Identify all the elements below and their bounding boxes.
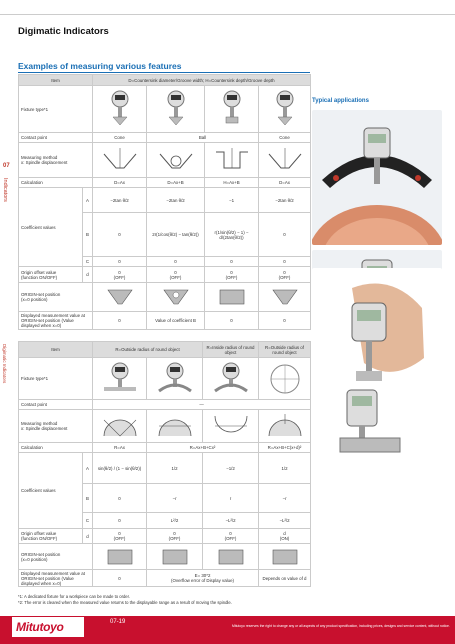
- origin-set-diagram: [259, 544, 311, 570]
- origin-offset-value: 0 (OFF): [147, 267, 205, 283]
- origin-offset-value: 0 (OFF): [147, 529, 203, 544]
- contact-point-row: [19, 400, 311, 410]
- page-number: 07-19: [110, 619, 126, 625]
- contact-point-value: Cone: [93, 133, 147, 143]
- method-diagram: [205, 143, 259, 178]
- calculation-value: R=Ax+B+Cx²: [147, 443, 259, 453]
- fixture-type-label: Fixture type*1: [19, 358, 93, 400]
- origin-offset-value: d (ON): [259, 529, 311, 544]
- fixture-row: [19, 358, 311, 400]
- method-diagram: [93, 410, 147, 443]
- header-col: R=Outside radius of round object: [259, 342, 311, 358]
- calculation-label: Calculation: [19, 443, 93, 453]
- calculation-value: H=Ax+B: [205, 178, 259, 188]
- displayed-measurement-value: 0: [93, 312, 147, 330]
- fixture-figure: [147, 358, 203, 400]
- displayed-measurement-row: [19, 312, 311, 330]
- coefficient-letter: A: [83, 453, 93, 484]
- table-header-row: [19, 75, 311, 86]
- displayed-measurement-value: 0: [93, 570, 147, 587]
- displayed-measurement-row: [19, 570, 311, 587]
- method-diagram: [259, 143, 311, 178]
- method-diagram: [147, 410, 203, 443]
- coefficient-c-value: 0: [205, 257, 259, 267]
- coefficient-a-value: 1/2: [259, 453, 311, 484]
- section-title: Examples of measuring various features: [18, 61, 182, 71]
- contact-point-label: Contact point: [19, 400, 93, 410]
- origin-offset-row: [19, 529, 311, 544]
- contact-point-value: —: [93, 400, 311, 410]
- origin-offset-label: Origin offset value (function ON/OFF): [19, 267, 83, 283]
- page-title: Digimatic Indicators: [18, 26, 109, 37]
- coefficient-letter: B: [83, 213, 93, 257]
- origin-offset-value: 0 (OFF): [203, 529, 259, 544]
- coefficient-b-value: r(1/sin(θ/2) − 1) − d/(2tan(θ/2)): [205, 213, 259, 257]
- origin-set-diagram: [259, 283, 311, 312]
- header-col: R=Outside radius of round object: [93, 342, 203, 358]
- header-item: Item: [19, 75, 93, 86]
- displayed-measurement-label: Displayed measurement value at ORIGIN-set position (Value displayed when x=0): [19, 570, 93, 587]
- coefficient-c-value: −L²/2: [203, 513, 259, 529]
- displayed-measurement-value: Depends on value of d: [259, 570, 311, 587]
- displayed-measurement-label: Displayed measurement value at ORIGIN-set position (Value displayed when x=0): [19, 312, 93, 330]
- coefficient-b-value: 0: [93, 484, 147, 513]
- coefficient-c-value: 0: [147, 257, 205, 267]
- origin-offset-letter: d: [83, 267, 93, 283]
- contact-point-label: Contact point: [19, 133, 93, 143]
- method-diagram: [147, 143, 205, 178]
- coefficient-b-value: 0: [259, 213, 311, 257]
- displayed-measurement-value: E= 30*2 (Overflow error of Display value): [147, 570, 259, 587]
- coefficient-a-value: −2tan θ/2: [93, 188, 147, 213]
- coefficient-a-value: −2tan θ/2: [147, 188, 205, 213]
- measuring-method-row: [19, 410, 311, 443]
- fixture-figure: [259, 358, 311, 400]
- header-description: D=Countersink diameter/Groove width; H=Countersink depth/Groove depth: [93, 75, 311, 86]
- origin-offset-value: 0 (OFF): [93, 529, 147, 544]
- coefficient-a-value: sin(θ/2) / (1 − sin(θ/2)): [93, 453, 147, 484]
- calculation-label: Calculation: [19, 178, 93, 188]
- measuring-method-label: Measuring method x: Spindle displacement: [19, 143, 93, 178]
- header-item: Item: [19, 342, 93, 358]
- fixture-figure: [93, 358, 147, 400]
- footnote: *2: The error is cleared when the measured value returns to the displayable range as a result of moving the spindle.: [18, 600, 232, 605]
- origin-set-row: [19, 544, 311, 570]
- fixture-type-label: Fixture type*1: [19, 86, 93, 133]
- origin-set-row: [19, 283, 311, 312]
- calculation-row: [19, 443, 311, 453]
- calculation-value: R=Ax: [93, 443, 147, 453]
- measuring-method-row: [19, 143, 311, 178]
- coefficient-c-value: −L²/2: [259, 513, 311, 529]
- coefficient-a-row: [19, 188, 311, 213]
- application-photo-3: [312, 268, 442, 398]
- origin-set-diagram: [93, 544, 147, 570]
- fixture-figure: [205, 86, 259, 133]
- footnote: *1: A dedicated fixture for a workpiece can be made to order.: [18, 594, 130, 599]
- fixture-figure: [259, 86, 311, 133]
- origin-offset-value: 0 (OFF): [259, 267, 311, 283]
- origin-set-diagram: [147, 544, 203, 570]
- table-header-row: [19, 342, 311, 358]
- coefficient-b-value: 2r(1/cos(θ/2) − tan(θ/2)): [147, 213, 205, 257]
- origin-set-label: ORIGIN-set position (x=0 position): [19, 544, 93, 570]
- application-photo-1: [312, 110, 442, 245]
- coefficient-c-value: 0: [259, 257, 311, 267]
- contact-point-row: [19, 133, 311, 143]
- chapter-label: Indicators: [2, 178, 8, 202]
- header-col: R=Inside radius of round object: [203, 342, 259, 358]
- coefficient-letter: A: [83, 188, 93, 213]
- section-underline: [18, 72, 310, 73]
- origin-offset-value: 0 (OFF): [93, 267, 147, 283]
- contact-point-value: Ball: [147, 133, 259, 143]
- origin-offset-label: Origin offset value (function ON/OFF): [19, 529, 83, 544]
- typical-applications-title: Typical applications: [312, 98, 369, 104]
- origin-set-diagram: [203, 544, 259, 570]
- method-diagram: [93, 143, 147, 178]
- chapter-sublabel: Digimatic Indicators: [2, 344, 7, 384]
- measuring-features-table-2: [18, 341, 311, 587]
- coefficient-values-label: Coefficient values: [19, 453, 83, 529]
- origin-set-diagram: [205, 283, 259, 312]
- calculation-value: D=Ax+B: [147, 178, 205, 188]
- coefficient-a-row: [19, 453, 311, 484]
- coefficient-letter: B: [83, 484, 93, 513]
- coefficient-b-value: r: [203, 484, 259, 513]
- method-diagram: [259, 410, 311, 443]
- footnotes: [18, 594, 232, 606]
- displayed-measurement-value: Value of coefficient B: [147, 312, 205, 330]
- origin-set-diagram: [147, 283, 205, 312]
- method-diagram: [203, 410, 259, 443]
- fixture-figure: [203, 358, 259, 400]
- chapter-number: 07: [3, 163, 10, 169]
- calculation-value: R=Ax+B+C(x+d)²: [259, 443, 311, 453]
- coefficient-letter: C: [83, 257, 93, 267]
- origin-set-label: ORIGIN-set position (x=0 position): [19, 283, 93, 312]
- calculation-value: D=Ax: [259, 178, 311, 188]
- calculation-row: [19, 178, 311, 188]
- measuring-features-table-1: [18, 74, 311, 330]
- fixture-figure: [147, 86, 205, 133]
- coefficient-values-label: Coefficient values: [19, 188, 83, 267]
- coefficient-a-value: −1: [205, 188, 259, 213]
- coefficient-c-value: 0: [93, 513, 147, 529]
- fixture-figure: [93, 86, 147, 133]
- coefficient-a-value: −1/2: [203, 453, 259, 484]
- disclaimer: Mitutoyo reserves the right to change any or all aspects of any product specification, including prices, designs and service content, without notice.: [232, 624, 450, 628]
- origin-offset-row: [19, 267, 311, 283]
- contact-point-value: Cone: [259, 133, 311, 143]
- fixture-row: [19, 86, 311, 133]
- coefficient-c-value: L²/2: [147, 513, 203, 529]
- origin-set-diagram: [93, 283, 147, 312]
- measuring-method-label: Measuring method x: Spindle displacement: [19, 410, 93, 443]
- origin-offset-value: 0 (OFF): [205, 267, 259, 283]
- coefficient-letter: C: [83, 513, 93, 529]
- displayed-measurement-value: 0: [259, 312, 311, 330]
- origin-offset-letter: d: [83, 529, 93, 544]
- brand-logo: Mitutoyo: [16, 620, 64, 634]
- application-photo-4: [312, 385, 442, 460]
- coefficient-a-value: 1/2: [147, 453, 203, 484]
- top-rule: [0, 14, 455, 15]
- coefficient-b-value: −r: [259, 484, 311, 513]
- coefficient-b-value: −r: [147, 484, 203, 513]
- coefficient-c-value: 0: [93, 257, 147, 267]
- calculation-value: D=Ax: [93, 178, 147, 188]
- displayed-measurement-value: 0: [205, 312, 259, 330]
- coefficient-b-value: 0: [93, 213, 147, 257]
- coefficient-a-value: −2tan θ/2: [259, 188, 311, 213]
